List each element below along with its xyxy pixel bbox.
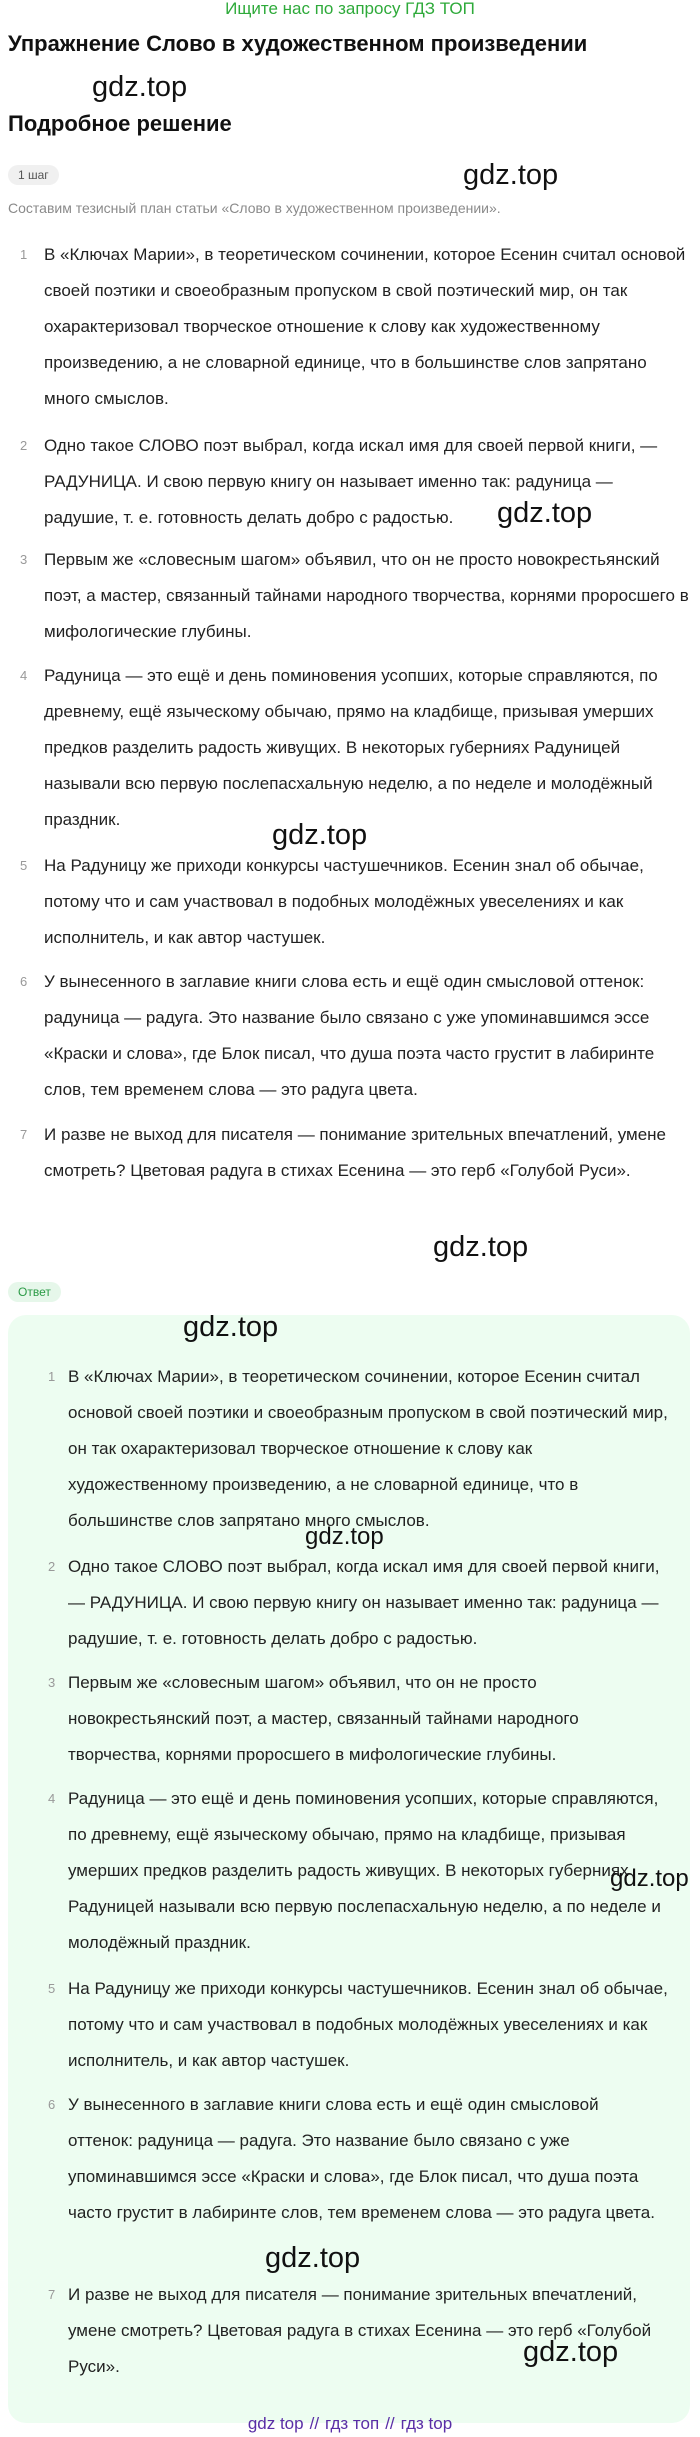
list-item-number: 1 [48, 1369, 56, 1384]
list-item-number: 2 [48, 1559, 56, 1574]
list-item-number: 7 [48, 2287, 56, 2302]
list-item-text: На Радуницу же приходи конкурсы частушечников. Есенин знал об обычае, потому что и сам участвовал в подобных молодёжных увеселениях и как исполнитель, и как автор частушек. [68, 1979, 668, 2070]
list-item-number: 3 [48, 1675, 56, 1690]
watermark: gdz.top [92, 71, 188, 103]
list-item-number: 1 [20, 247, 28, 262]
watermark: gdz.top [610, 1865, 689, 1892]
list-item-text: Одно такое СЛОВО поэт выбрал, когда искал имя для своей первой книги, — РАДУНИЦА. И свою первую книгу он называет именно так: радуница — радушие, т. е. готовность делать добро с радостью. [44, 436, 658, 527]
list-item-text: Радуница — это ещё и день поминовения усопших, которые справляются, по древнему, ещё языческому обычаю, прямо на кладбище, призывая умерших предков разделить радость живущих. В некоторых губерниях Радуницей называли всю первую послепасхальную неделю, а по неделе и молодёжный праздник. [44, 666, 658, 829]
list-item-number: 6 [48, 2097, 56, 2112]
section-title: Подробное решение [8, 111, 232, 136]
watermark: gdz.top [305, 1523, 384, 1550]
list-item-text: В «Ключах Марии», в теоретическом сочинении, которое Есенин считал основой своей поэтики и своеобразным пропуском в свой поэтический мир, он так охарактеризовал творческое отношение к слову как художественному произведению, а не словарной единице, что в большинстве слов запрятано много смыслов. [44, 245, 686, 408]
list-item-text: У вынесенного в заглавие книги слова есть и ещё один смысловой оттенок: радуница — радуга. Это название было связано с уже упоминавшимся эссе «Краски и слова», где Блок писал, что душа поэта часто грустит в лабиринте слов, тем временем слова — это радуга цвета. [68, 2095, 655, 2222]
watermark: gdz.top [183, 1311, 279, 1343]
list-item-text: Первым же «словесным шагом» объявил, что он не просто новокрестьянский поэт, а мастер, связанный тайнами народного творчества, корнями проросшего в мифологические глубины. [44, 550, 689, 641]
list-item-number: 6 [20, 974, 28, 989]
answer-badge: Ответ [8, 1282, 61, 1302]
intro-text: Составим тезисный план статьи «Слово в художественном произведении». [8, 200, 501, 216]
footer-links [0, 2413, 700, 2435]
footer-link[interactable]: гдз топ [325, 2414, 380, 2433]
list-item-text: В «Ключах Марии», в теоретическом сочинении, которое Есенин считал основой своей поэтики и своеобразным пропуском в свой поэтический мир, он так охарактеризовал творческое отношение к слову как художественному произведению, а не словарной единице, что в большинстве слов запрятано много смыслов. [68, 1367, 668, 1530]
list-item-text: Первым же «словесным шагом» объявил, что он не просто новокрестьянский поэт, а мастер, связанный тайнами народного творчества, корнями проросшего в мифологические глубины. [68, 1673, 579, 1764]
watermark: gdz.top [433, 1231, 529, 1263]
list-item-number: 4 [20, 668, 28, 683]
step-badge: 1 шаг [8, 165, 59, 185]
footer-separator: // [385, 2414, 395, 2433]
list-item-number: 7 [20, 1127, 28, 1142]
watermark: gdz.top [463, 159, 559, 191]
list-item-text: Радуница — это ещё и день поминовения усопших, которые справляются, по древнему, ещё языческому обычаю, прямо на кладбище, призывая умерших предков разделить радость живущих. В некоторых губерниях Радуницей называли всю первую послепасхальную неделю, а по неделе и молодёжный праздник. [68, 1789, 661, 1952]
list-item-text: На Радуницу же приходи конкурсы частушечников. Есенин знал об обычае, потому что и сам участвовал в подобных молодёжных увеселениях и как исполнитель, и как автор частушек. [44, 856, 644, 947]
list-item-number: 3 [20, 552, 28, 567]
footer-separator: // [309, 2414, 320, 2433]
list-item-text: И разве не выход для писателя — понимание зрительных впечатлений, умене смотреть? Цветовая радуга в стихах Есенина — это герб «Голубой Руси». [68, 2285, 652, 2376]
list-item-number: 5 [48, 1981, 56, 1996]
watermark: gdz.top [497, 497, 593, 529]
top-banner[interactable]: Ищите нас по запросу ГДЗ ТОП [225, 0, 475, 18]
watermark: gdz.top [272, 819, 368, 851]
footer-link[interactable]: gdz top [247, 2414, 304, 2433]
list-item-text: И разве не выход для писателя — понимание зрительных впечатлений, умене смотреть? Цветовая радуга в стихах Есенина — это герб «Голубой Руси». [44, 1125, 666, 1180]
watermark: gdz.top [523, 2336, 619, 2368]
list-item-number: 2 [20, 438, 28, 453]
list-item-text: У вынесенного в заглавие книги слова есть и ещё один смысловой оттенок: радуница — радуга. Это название было связано с уже упоминавшимся эссе «Краски и слова», где Блок писал, что душа поэта часто грустит в лабиринте слов, тем временем слова — это радуга цвета. [44, 972, 655, 1099]
list-item-number: 5 [20, 858, 28, 873]
watermark: gdz.top [265, 2242, 361, 2274]
list-item-text: Одно такое СЛОВО поэт выбрал, когда искал имя для своей первой книги, — РАДУНИЦА. И свою первую книгу он называет именно так: радуница — радушие, т. е. готовность делать добро с радостью. [68, 1557, 660, 1648]
list-item-number: 4 [48, 1791, 56, 1806]
page-title: Упражнение Слово в художественном произведении [8, 31, 588, 56]
footer-link[interactable]: гдз top [400, 2414, 453, 2433]
